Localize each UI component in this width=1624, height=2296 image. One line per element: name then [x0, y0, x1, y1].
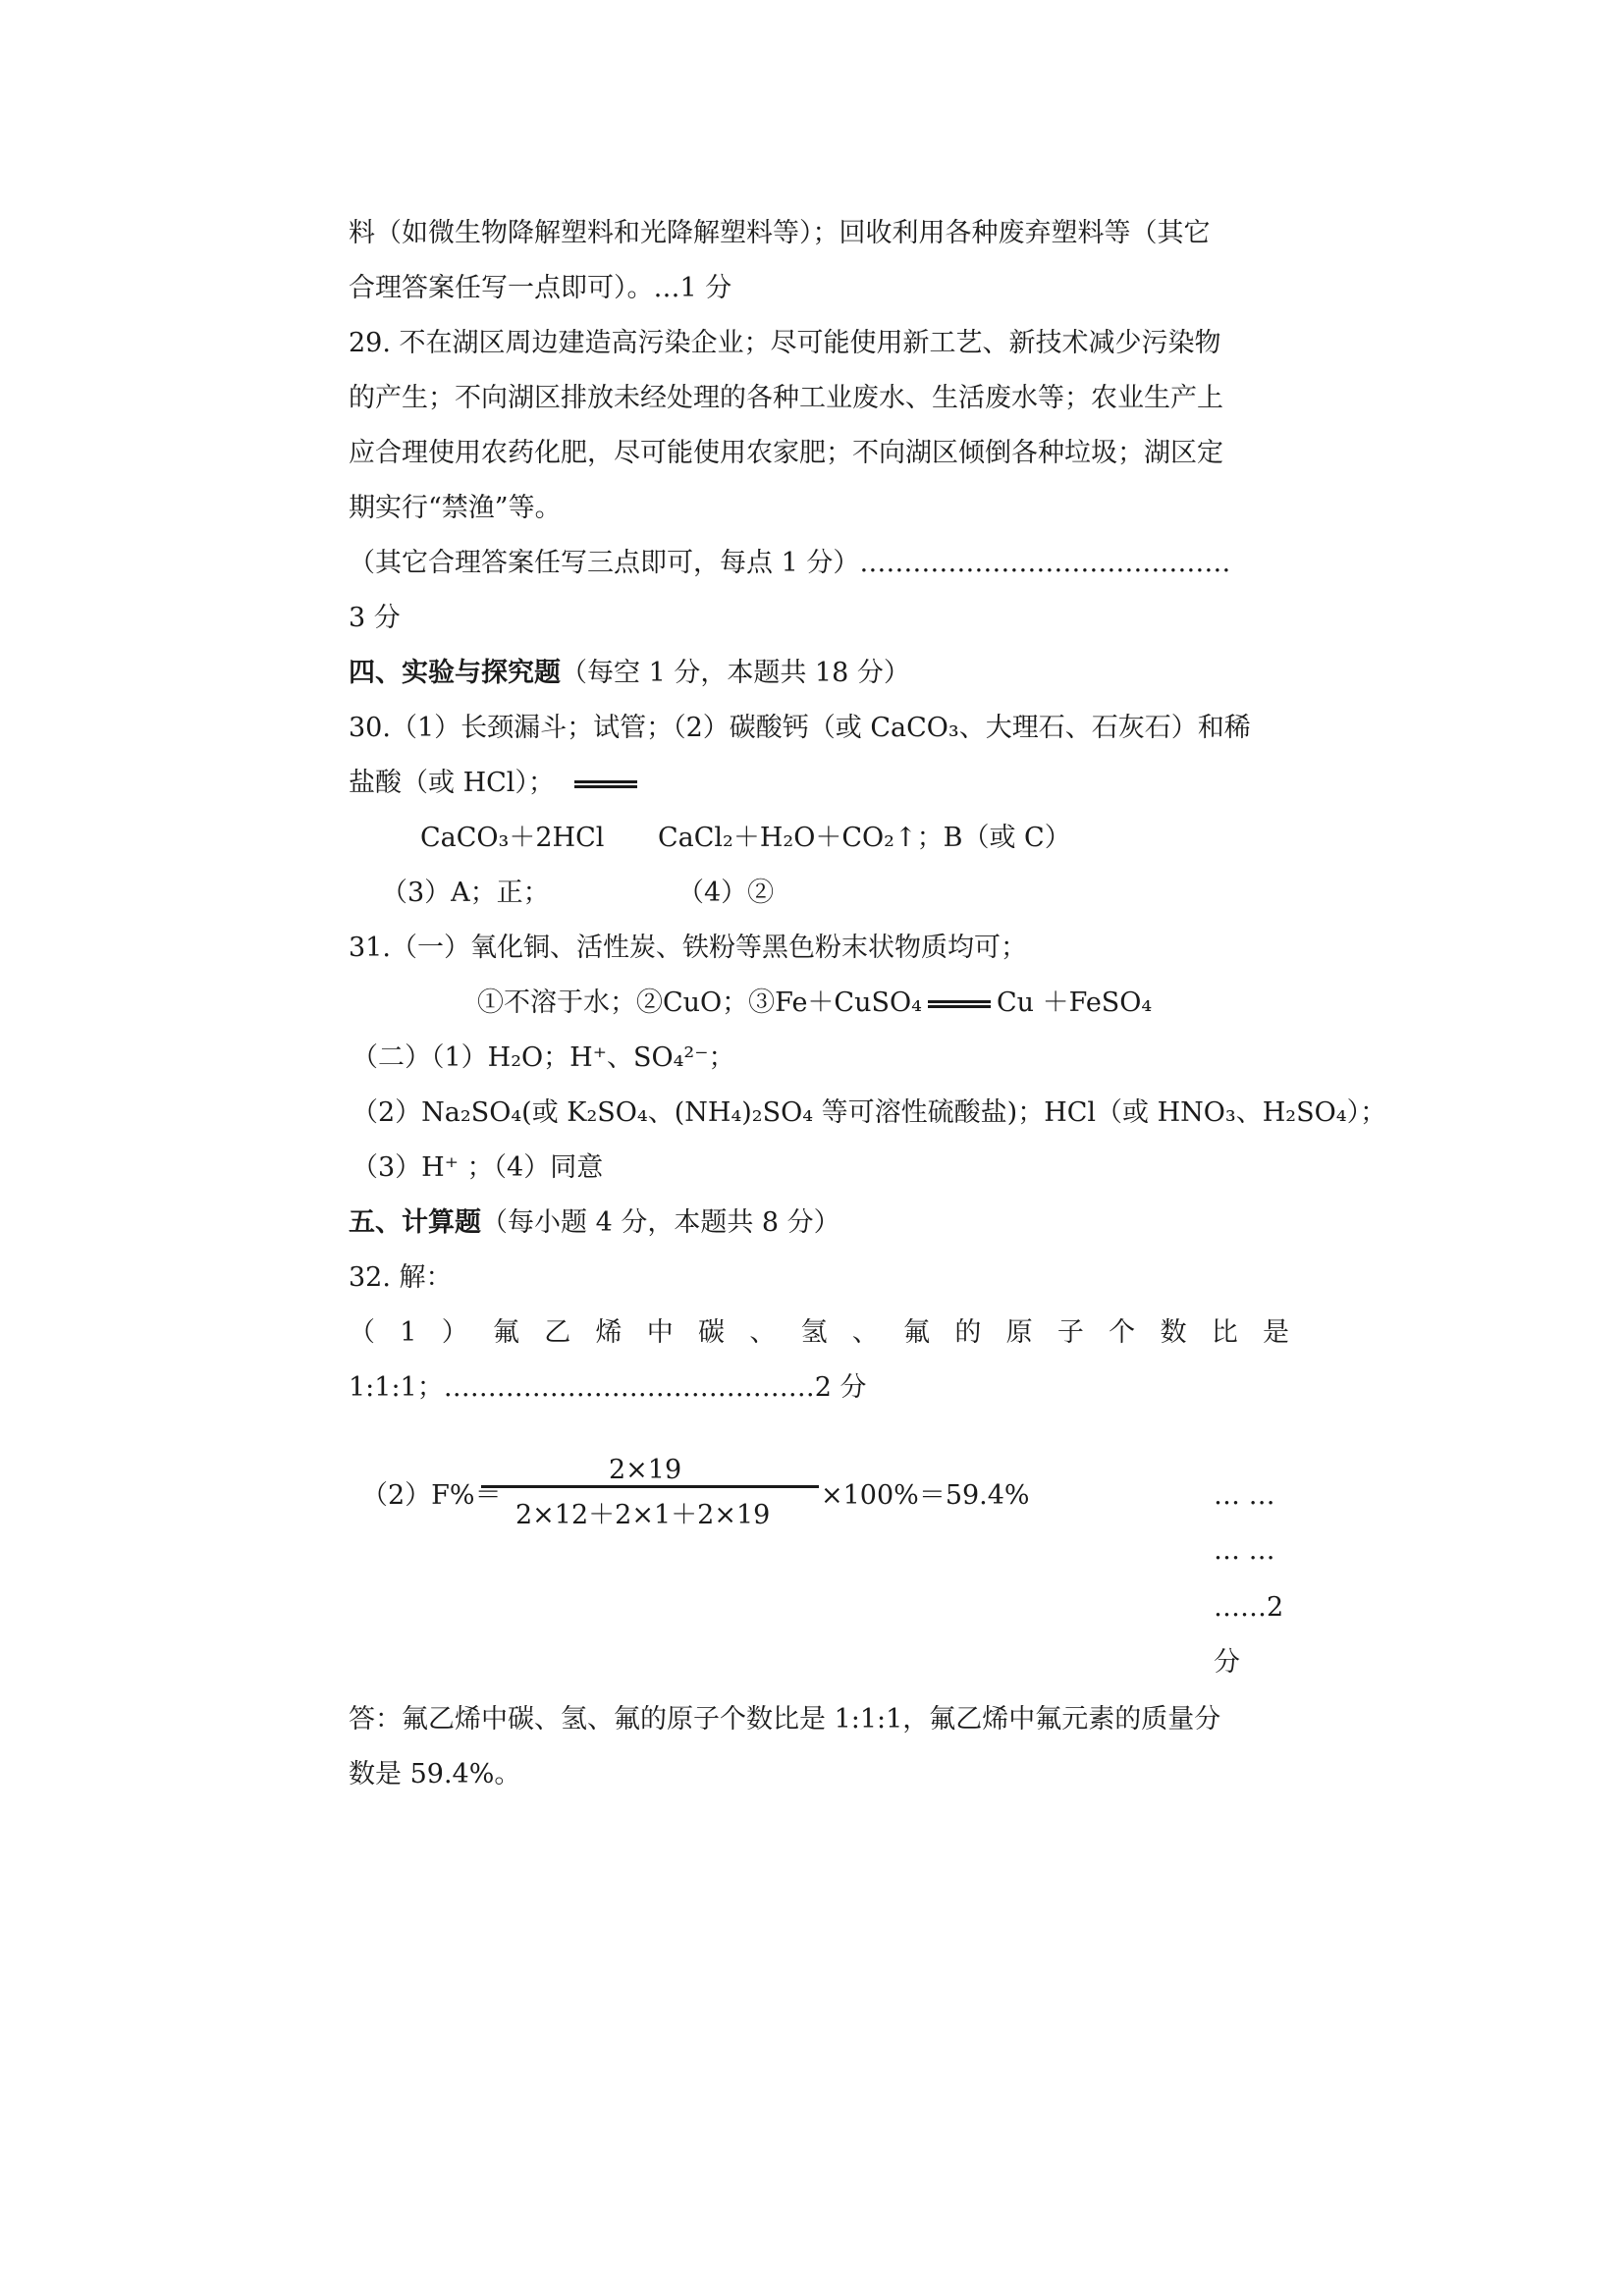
q31-line-2-left: ①不溶于水；②CuO；③Fe＋CuSO₄	[477, 988, 922, 1018]
q32-char: 氢	[800, 1317, 828, 1348]
q32-line-3: 1:1:1；……………………………………2 分	[349, 1372, 867, 1403]
q31-line-2	[477, 984, 1152, 1023]
q32-char: 、	[749, 1317, 777, 1348]
q30-equation-products: CaCl₂＋H₂O＋CO₂↑；B（或 C）	[658, 823, 1071, 853]
equals-sign-icon	[928, 1000, 991, 1008]
q28-line-2: 合理答案任写一点即可）。…1 分	[349, 273, 732, 303]
fraction-denominator: 2×12＋2×1＋2×19	[515, 1500, 771, 1530]
q30-equation-reactants: CaCO₃＋2HCl	[420, 823, 605, 853]
equals-sign-icon	[574, 780, 637, 788]
q31-line-4: （2）Na₂SO₄(或 K₂SO₄、(NH₄)₂SO₄ 等可溶性硫酸盐)；HCl（或 HNO₃、H₂SO₄）；	[352, 1097, 1387, 1128]
q32-char: 是	[1262, 1317, 1289, 1348]
q32-char: 碳	[698, 1317, 726, 1348]
q32-char: 原	[1005, 1317, 1033, 1348]
section-5-note: （每小题 4 分，本题共 8 分）	[481, 1207, 840, 1238]
q32-char: 个	[1109, 1317, 1136, 1348]
q32-char: ）	[441, 1317, 468, 1348]
q29-line-5: （其它合理答案任写三点即可，每点 1 分）……………………………………	[349, 548, 1231, 578]
q32-char: 中	[646, 1317, 674, 1348]
q30-line-4: （3）A；正；	[381, 878, 550, 908]
q31-line-1: 31.（一）氧化铜、活性炭、铁粉等黑色粉末状物质均可；	[349, 933, 1027, 963]
answer-line-1: 答：氟乙烯中碳、氢、氟的原子个数比是 1:1:1，氟乙烯中氟元素的质量分	[349, 1704, 1221, 1735]
q32-char: 数	[1160, 1317, 1187, 1348]
fraction-bar	[481, 1485, 819, 1488]
q30-line-1: 30.（1）长颈漏斗；试管；（2）碳酸钙（或 CaCO₃、大理石、石灰石）和稀	[349, 713, 1251, 743]
q31-line-3: （二）（1）H₂O；H⁺、SO₄²⁻；	[352, 1042, 735, 1073]
q32-part2-label: （2）F%＝	[361, 1480, 502, 1511]
fraction-result: ×100%＝59.4%	[821, 1480, 1030, 1511]
score-unit: 分	[1214, 1647, 1240, 1678]
q32-char: 、	[851, 1317, 879, 1348]
score-dots-1: … …	[1214, 1480, 1275, 1511]
q31-line-2-right: Cu ＋FeSO₄	[996, 988, 1153, 1018]
q32-char: 乙	[544, 1317, 571, 1348]
q30-line-2	[349, 764, 643, 803]
q28-line-1: 料（如微生物降解塑料和光降解塑料等）；回收利用各种废弃塑料等（其它	[349, 218, 1211, 248]
section-5-title: 五、计算题	[349, 1207, 481, 1238]
score-dots-3: ……2	[1214, 1592, 1284, 1623]
q29-line-3: 应合理使用农药化肥，尽可能使用农家肥；不向湖区倾倒各种垃圾；湖区定	[349, 438, 1223, 468]
q32-char: 氟	[903, 1317, 931, 1348]
section-4-heading	[349, 654, 910, 693]
q32-char: 烯	[595, 1317, 623, 1348]
q31-line-5: （3）H⁺ ；（4）同意	[352, 1152, 604, 1183]
q32-char: （	[349, 1317, 375, 1348]
q30-line-2-text: 盐酸（或 HCl）；	[349, 768, 555, 798]
q32-line-2	[349, 1313, 1289, 1353]
q32-char: 1	[400, 1317, 417, 1348]
q29-line-6: 3 分	[349, 603, 401, 633]
score-dots-2: … …	[1214, 1535, 1275, 1566]
q32-char: 氟	[492, 1317, 519, 1348]
q29-line-2: 的产生；不向湖区排放未经处理的各种工业废水、生活废水等；农业生产上	[349, 383, 1223, 413]
q32-char: 的	[954, 1317, 982, 1348]
q32-line-1: 32. 解：	[349, 1262, 453, 1293]
section-4-title: 四、实验与探究题	[349, 658, 561, 688]
q32-char: 比	[1211, 1317, 1238, 1348]
q29-line-1: 29. 不在湖区周边建造高污染企业；尽可能使用新工艺、新技术减少污染物	[349, 328, 1221, 358]
section-5-heading	[349, 1203, 840, 1243]
q29-line-4: 期实行“禁渔”等。	[349, 493, 562, 523]
q32-char: 子	[1056, 1317, 1084, 1348]
answer-line-2: 数是 59.4%。	[349, 1759, 521, 1789]
section-4-note: （每空 1 分，本题共 18 分）	[561, 658, 910, 688]
fraction-numerator: 2×19	[609, 1455, 682, 1485]
q30-line-4b: （4）②	[677, 878, 775, 908]
